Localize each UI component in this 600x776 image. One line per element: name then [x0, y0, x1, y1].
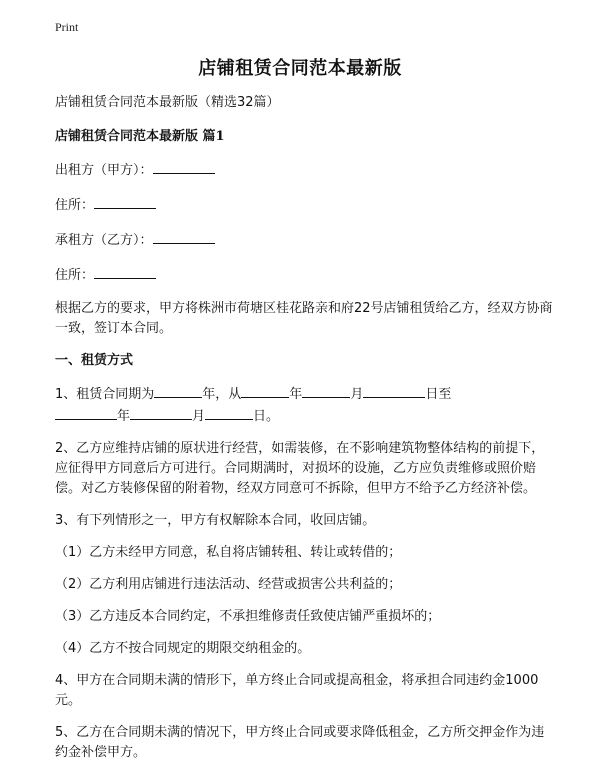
- clause-1-prefix: 1、租赁合同期为: [55, 387, 155, 402]
- clause-1-blank-5: [55, 405, 117, 420]
- intro-paragraph: 根据乙方的要求，甲方将株洲市荷塘区桂花路亲和府22号店铺租赁给乙方，经双方协商一致，签订本合同。: [55, 301, 553, 336]
- clause-1-blank-6: [130, 405, 192, 420]
- clause-1-blank-3: [302, 383, 350, 398]
- clause-4: 4、甲方在合同期未满的情形下，单方终止合同或提高租金，将承担合同违约金1000元。: [55, 673, 539, 708]
- clause-1-day2: 日。: [253, 409, 280, 424]
- lessee-address-label: 住所：: [55, 268, 95, 283]
- sub-item-3: （3）乙方违反本合同约定，不承担维修责任致使店铺严重损坏的；: [55, 609, 441, 624]
- lessor-address-field: [55, 194, 555, 216]
- lessor-address-blank: [94, 194, 156, 209]
- lessor-field: [55, 159, 555, 181]
- clause-1-month1: 月: [350, 387, 364, 402]
- lessor-blank: [153, 159, 215, 174]
- clause-1-blank-4: [363, 383, 425, 398]
- print-label[interactable]: Print: [55, 20, 79, 34]
- document-subtitle: 店铺租赁合同范本最新版（精选32篇）: [55, 95, 280, 110]
- lessee-blank: [153, 229, 215, 244]
- clause-1-month2: 月: [192, 409, 206, 424]
- lessee-address-field: [55, 264, 555, 286]
- document-body: [55, 93, 555, 775]
- clause-5: 5、乙方在合同期未满的情况下，甲方终止合同或要求降低租金，乙方所交押金作为违约金补偿甲方。: [55, 725, 545, 760]
- clause-1-day1: 日至: [425, 387, 452, 402]
- lessor-address-label: 住所：: [55, 198, 95, 213]
- lessor-label: 出租方（甲方）：: [55, 163, 153, 178]
- heading-lease-method: 一、租赁方式: [55, 353, 134, 368]
- sub-item-2: （2）乙方利用店铺进行违法活动、经营或损害公共利益的；: [55, 577, 402, 592]
- clause-1-blank-7: [205, 405, 253, 420]
- clause-1-year2: 年: [289, 387, 303, 402]
- section-title: 店铺租赁合同范本最新版 篇1: [55, 129, 225, 144]
- document-title: 店铺租赁合同范本最新版: [198, 58, 402, 79]
- clause-1-blank-1: [154, 383, 202, 398]
- clause-2: 2、乙方应维持店铺的原状进行经营，如需装修，在不影响建筑物整体结构的前提下，应征得甲方同意后方可进行。合同期满时，对损坏的设施，乙方应负责维修或照价赔偿。对乙方装修保留的附着物，经双方同意可不拆除，但甲方不给予乙方经济补偿。: [55, 441, 545, 496]
- lessee-address-blank: [94, 264, 156, 279]
- clause-1-blank-2: [241, 383, 289, 398]
- clause-1: [55, 383, 555, 427]
- clause-3: 3、有下列情形之一，甲方有权解除本合同，收回店铺。: [55, 513, 376, 528]
- lessee-label: 承租方（乙方）：: [55, 233, 153, 248]
- clause-1-year3: 年: [117, 409, 131, 424]
- sub-item-1: （1）乙方未经甲方同意，私自将店铺转租、转让或转借的；: [55, 545, 402, 560]
- clause-1-year1: 年，从: [202, 387, 242, 402]
- sub-item-4: （4）乙方不按合同规定的期限交纳租金的。: [55, 641, 311, 656]
- lessee-field: [55, 229, 555, 251]
